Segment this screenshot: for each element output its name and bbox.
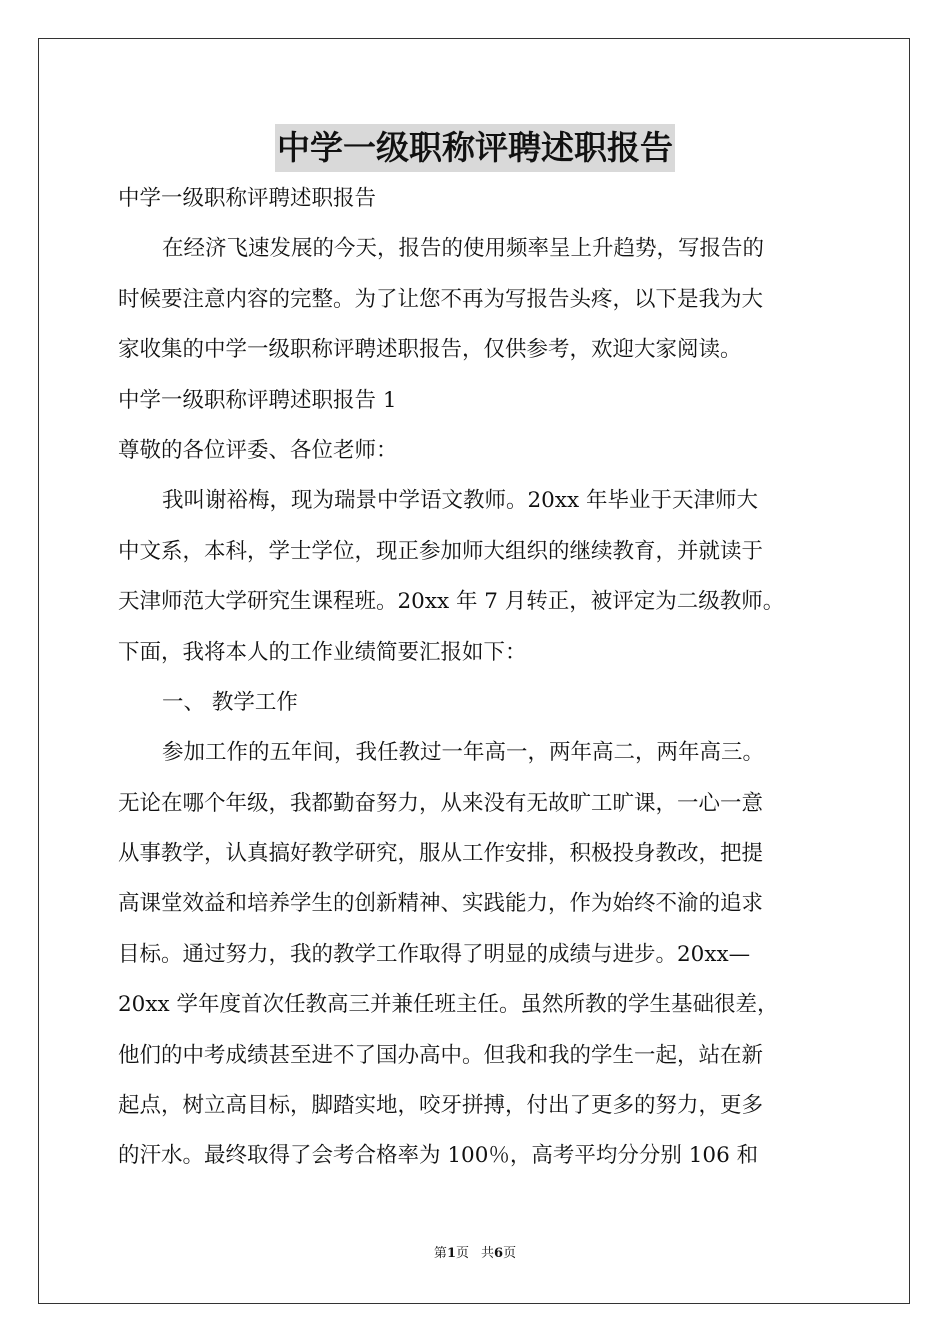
- page-suffix: 页: [455, 1246, 469, 1261]
- total-prefix: 共: [481, 1246, 495, 1261]
- subtitle-line: 中学一级职称评聘述职报告: [118, 186, 377, 211]
- page-prefix: 第: [433, 1246, 447, 1261]
- salutation-line: 尊敬的各位评委、各位老师：: [118, 437, 398, 463]
- page-footer: [0, 1244, 950, 1264]
- subsection-heading: 一、 教学工作: [162, 689, 298, 715]
- paragraph-line: 下面，我将本人的工作业绩简要汇报如下：: [118, 639, 527, 665]
- paragraph-line: 起点，树立高目标，脚踏实地，咬牙拼搏，付出了更多的努力，更多: [118, 1093, 764, 1119]
- total-pages: 6: [494, 1246, 504, 1261]
- paragraph-line: 他们的中考成绩甚至进不了国办高中。但我和我的学生一起，站在新: [118, 1042, 764, 1068]
- section-heading: 中学一级职称评聘述职报告 1: [118, 387, 397, 413]
- document-title: [0, 124, 950, 172]
- document-body: [118, 174, 838, 1182]
- paragraph-line: 时候要注意内容的完整。为了让您不再为写报告头疼，以下是我为大: [118, 286, 764, 312]
- paragraph-line: 中文系，本科，学士学位，现正参加师大组织的继续教育，并就读于: [118, 538, 764, 564]
- paragraph-line: 高课堂效益和培养学生的创新精神、实践能力，作为始终不渝的追求: [118, 891, 764, 917]
- paragraph-line: 从事教学，认真搞好教学研究，服从工作安排，积极投身教改，把提: [118, 841, 764, 867]
- document-title-text: 中学一级职称评聘述职报告: [275, 124, 675, 172]
- paragraph-line: 家收集的中学一级职称评聘述职报告，仅供参考，欢迎大家阅读。: [118, 337, 742, 363]
- paragraph-line: 20xx 学年度首次任教高三并兼任班主任。虽然所教的学生基础很差，: [118, 992, 779, 1018]
- page-number: 1: [446, 1246, 456, 1261]
- paragraph-line: 天津师范大学研究生课程班。20xx 年 7 月转正，被评定为二级教师。: [118, 589, 785, 615]
- paragraph-line: 的汗水。最终取得了会考合格率为 100％，高考平均分分别 106 和: [118, 1143, 759, 1169]
- paragraph-line: 我叫谢裕梅，现为瑞景中学语文教师。20xx 年毕业于天津师大: [162, 488, 758, 514]
- total-suffix: 页: [503, 1246, 517, 1261]
- paragraph-line: 在经济飞速发展的今天，报告的使用频率呈上升趋势，写报告的: [162, 236, 765, 262]
- paragraph-line: 无论在哪个年级，我都勤奋努力，从来没有无故旷工旷课，一心一意: [118, 790, 764, 816]
- paragraph-line: 目标。通过努力，我的教学工作取得了明显的成绩与进步。20xx—: [118, 941, 751, 967]
- paragraph-line: 参加工作的五年间，我任教过一年高一，两年高二，两年高三。: [162, 740, 765, 766]
